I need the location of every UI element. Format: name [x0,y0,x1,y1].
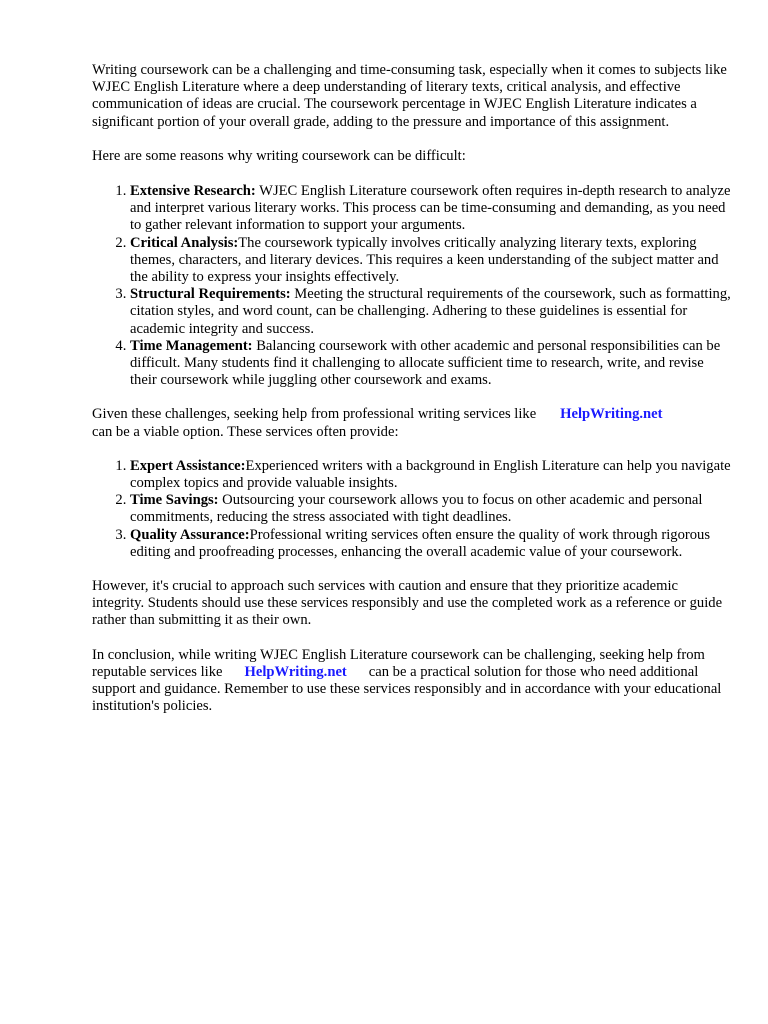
conclusion-paragraph [92,647,732,716]
reasons-list [92,183,732,389]
given-text-after: can be a viable option. These services often provide: [92,423,399,440]
helpwriting-link[interactable]: HelpWriting.net [244,663,347,680]
list-item-term: Expert Assistance: [130,457,246,474]
document-page [92,62,732,716]
list-item-text: Balancing coursework with other academic and personal responsibilities can be difficult. Many students find it challenging to allocate sufficient time to research, write, and revise their coursework while juggling other coursework and exams. [130,337,721,389]
list-item-term: Time Management: [130,337,253,354]
conclusion-text-after: can be a practical solution for those who need additional support and guidance. Remember to use these services responsibly and in accordance with your educational institution's policies. [92,663,722,715]
list-item-term: Time Savings: [130,492,219,509]
list-item-text: Experienced writers with a background in English Literature can help you navigate complex topics and provide valuable insights. [130,457,731,492]
list-item [130,527,732,561]
list-item-text: Meeting the structural requirements of the coursework, such as formatting, citation styles, and word count, can be challenging. Adhering to these guidelines is essential for academic integrity and success. [130,286,731,337]
list-item [130,492,732,526]
list-item-text: Professional writing services often ensure the quality of work through rigorous editing and proofreading processes, enhancing the overall academic value of your coursework. [130,526,711,560]
list-item-term: Quality Assurance: [130,526,250,543]
however-paragraph: However, it's crucial to approach such services with caution and ensure that they prioritize academic integrity. Students should use these services responsibly and use the completed work as a reference or guide rather than submitting it as their own. [92,578,723,629]
reasons-intro-paragraph: Here are some reasons why writing coursework can be difficult: [92,147,466,164]
list-item [130,286,732,338]
conclusion-text-before: In conclusion, while writing WJEC English Literature coursework can be challenging, seeking help from reputable services like [92,646,705,680]
list-item-term: Structural Requirements: [130,286,291,303]
given-paragraph [92,406,732,440]
helpwriting-link[interactable]: HelpWriting.net [560,406,663,423]
list-item [130,235,732,287]
list-item-term: Critical Analysis: [130,234,239,251]
intro-paragraph: Writing coursework can be a challenging and time-consuming task, especially when it comes to subjects like WJEC English Literature where a deep understanding of literary texts, critical analysis, and effective communication of ideas are crucial. The coursework percentage in WJEC English Literature indicates a significant portion of your overall grade, adding to the pressure and importance of this assignment. [92,62,727,130]
list-item-text: Outsourcing your coursework allows you to focus on other academic and personal commitments, reducing the stress associated with tight deadlines. [130,492,703,526]
list-item [130,183,732,235]
list-item-text: WJEC English Literature coursework often requires in-depth research to analyze and interpret various literary works. This process can be time-consuming and demanding, as you need to gather relevant information to support your arguments. [130,183,731,234]
list-item [130,458,732,492]
list-item-term: Extensive Research: [130,183,256,200]
services-list [92,458,732,561]
list-item [130,338,732,390]
given-text-before: Given these challenges, seeking help from professional writing services like [92,406,537,423]
list-item-text: The coursework typically involves critically analyzing literary texts, exploring themes, characters, and literary devices. This requires a keen understanding of the subject matter and the ability to express your insights effectively. [130,234,719,286]
